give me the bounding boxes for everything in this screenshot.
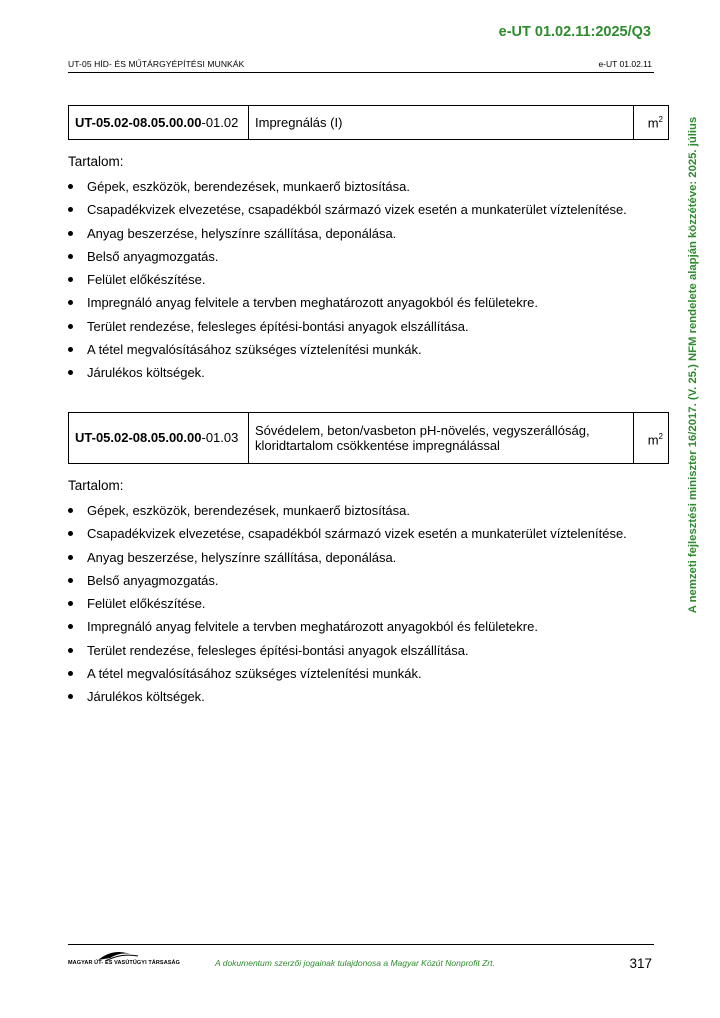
content-heading: Tartalom: [68,478,124,493]
header-document-code: e-UT 01.02.11 [598,59,652,69]
list-item-text: Impregnáló anyag felvitele a tervben meghatározott anyagokból és felületekre. [87,619,538,635]
list-item-text: Gépek, eszközök, berendezések, munkaerő biztosítása. [87,503,411,518]
list-item [68,573,627,596]
list-item-text: Anyag beszerzése, helyszínre szállítása, deponálása. [87,549,397,565]
item-table-1 [68,105,669,140]
item-description-line-1: Sóvédelem, beton/vasbeton pH-növelés, vegyszerállóság, [255,422,590,438]
bullet-icon [68,277,73,282]
list-item [68,202,627,225]
list-item [68,179,627,202]
bullet-icon [68,694,73,699]
list-item [68,596,627,619]
list-item [68,666,627,689]
bullet-icon [68,531,73,536]
list-item-text: Impregnáló anyag felvitele a tervben meghatározott anyagokból és felületekre. [87,295,538,311]
list-item-text: Járulékos költségek. [87,689,205,705]
list-item [68,550,627,573]
list-item-text: Anyag beszerzése, helyszínre szállítása, deponálása. [87,225,397,241]
list-item-text: Gépek, eszközök, berendezések, munkaerő biztosítása. [87,179,411,194]
item-code-suffix: -01.02 [201,115,239,130]
item-description: Impregnálás (I) [249,106,634,140]
item-description [249,413,634,464]
item-row [69,413,669,464]
bullet-icon [68,231,73,236]
list-item [68,295,627,318]
list-item-text: Terület rendezése, felesleges építési-bontási anyagok elszállítása. [87,642,469,658]
page-number: 317 [629,956,652,971]
item-code-main: UT-05.02-08.05.00.00 [75,115,202,130]
bullet-icon [68,254,73,259]
list-item-text: A tétel megvalósításához szükséges víztelenítési munkák. [87,666,422,682]
list-item [68,249,627,272]
list-item [68,526,627,549]
chapter-title: UT-05 HÍD- ÉS MŰTÁRGYÉPÍTÉSI MUNKÁK [68,59,245,69]
bullet-icon [68,207,73,212]
bullet-icon [68,648,73,653]
bullet-icon [68,184,73,189]
bullet-icon [68,347,73,352]
bullet-icon [68,601,73,606]
list-item-text: Terület rendezése, felesleges építési-bontási anyagok elszállítása. [87,318,469,334]
list-item-text: Felület előkészítése. [87,596,206,612]
list-item-text: Felület előkészítése. [87,272,206,288]
item-code-main: UT-05.02-08.05.00.00 [75,430,202,446]
bullet-icon [68,300,73,305]
bullet-icon [68,370,73,375]
footer-divider [68,944,654,945]
list-item-text: Járulékos költségek. [87,365,205,381]
item-code [69,106,249,140]
publication-side-note: A nemzeti fejlesztési miniszter 16/2017. (V. 25.) NFM rendelete alapján közzétéve: 2025. július [687,116,699,614]
list-item [68,342,627,365]
item-table-2 [68,412,669,464]
list-item [68,226,627,249]
list-item-text: A tétel megvalósításához szükséges víztelenítési munkák. [87,342,422,358]
list-item-text: Csapadékvizek elvezetése, csapadékból származó vizek esetén a munkaterület víztelenítése. [87,202,627,218]
list-item [68,619,627,642]
list-item [68,319,627,342]
bullet-icon [68,671,73,676]
bullet-icon [68,508,73,513]
list-item [68,365,627,388]
content-list [68,179,627,389]
list-item-text: Csapadékvizek elvezetése, csapadékból származó vizek esetén a munkaterület víztelenítése. [87,526,627,542]
item-row [69,106,669,140]
bullet-icon [68,578,73,583]
item-unit: $m^2$ [634,106,669,140]
content-list [68,503,627,713]
item-description-line-2: kloridtartalom csökkentése impregnálással [255,438,500,453]
list-item [68,503,627,526]
bullet-icon [68,324,73,329]
item-code-suffix: -01.03 [201,430,239,446]
list-item-text: Belső anyagmozgatás. [87,572,219,588]
list-item-text: Belső anyagmozgatás. [87,248,219,264]
header-divider [68,72,654,73]
bullet-icon [68,624,73,629]
bullet-icon [68,555,73,560]
list-item [68,643,627,666]
item-code [69,413,249,464]
item-unit: $m^2$ [634,413,669,464]
society-logo-text: MAGYAR ÚT- ÉS VASÚTÜGYI TÁRSASÁG [68,960,180,966]
copyright-notice: A dokumentum szerzői jogainak tulajdonosa a Magyar Közút Nonprofit Zrt. [215,958,495,968]
list-item [68,689,627,712]
content-heading: Tartalom: [68,154,124,169]
document-code: e-UT 01.02.11:2025/Q3 [498,24,651,40]
list-item [68,272,627,295]
